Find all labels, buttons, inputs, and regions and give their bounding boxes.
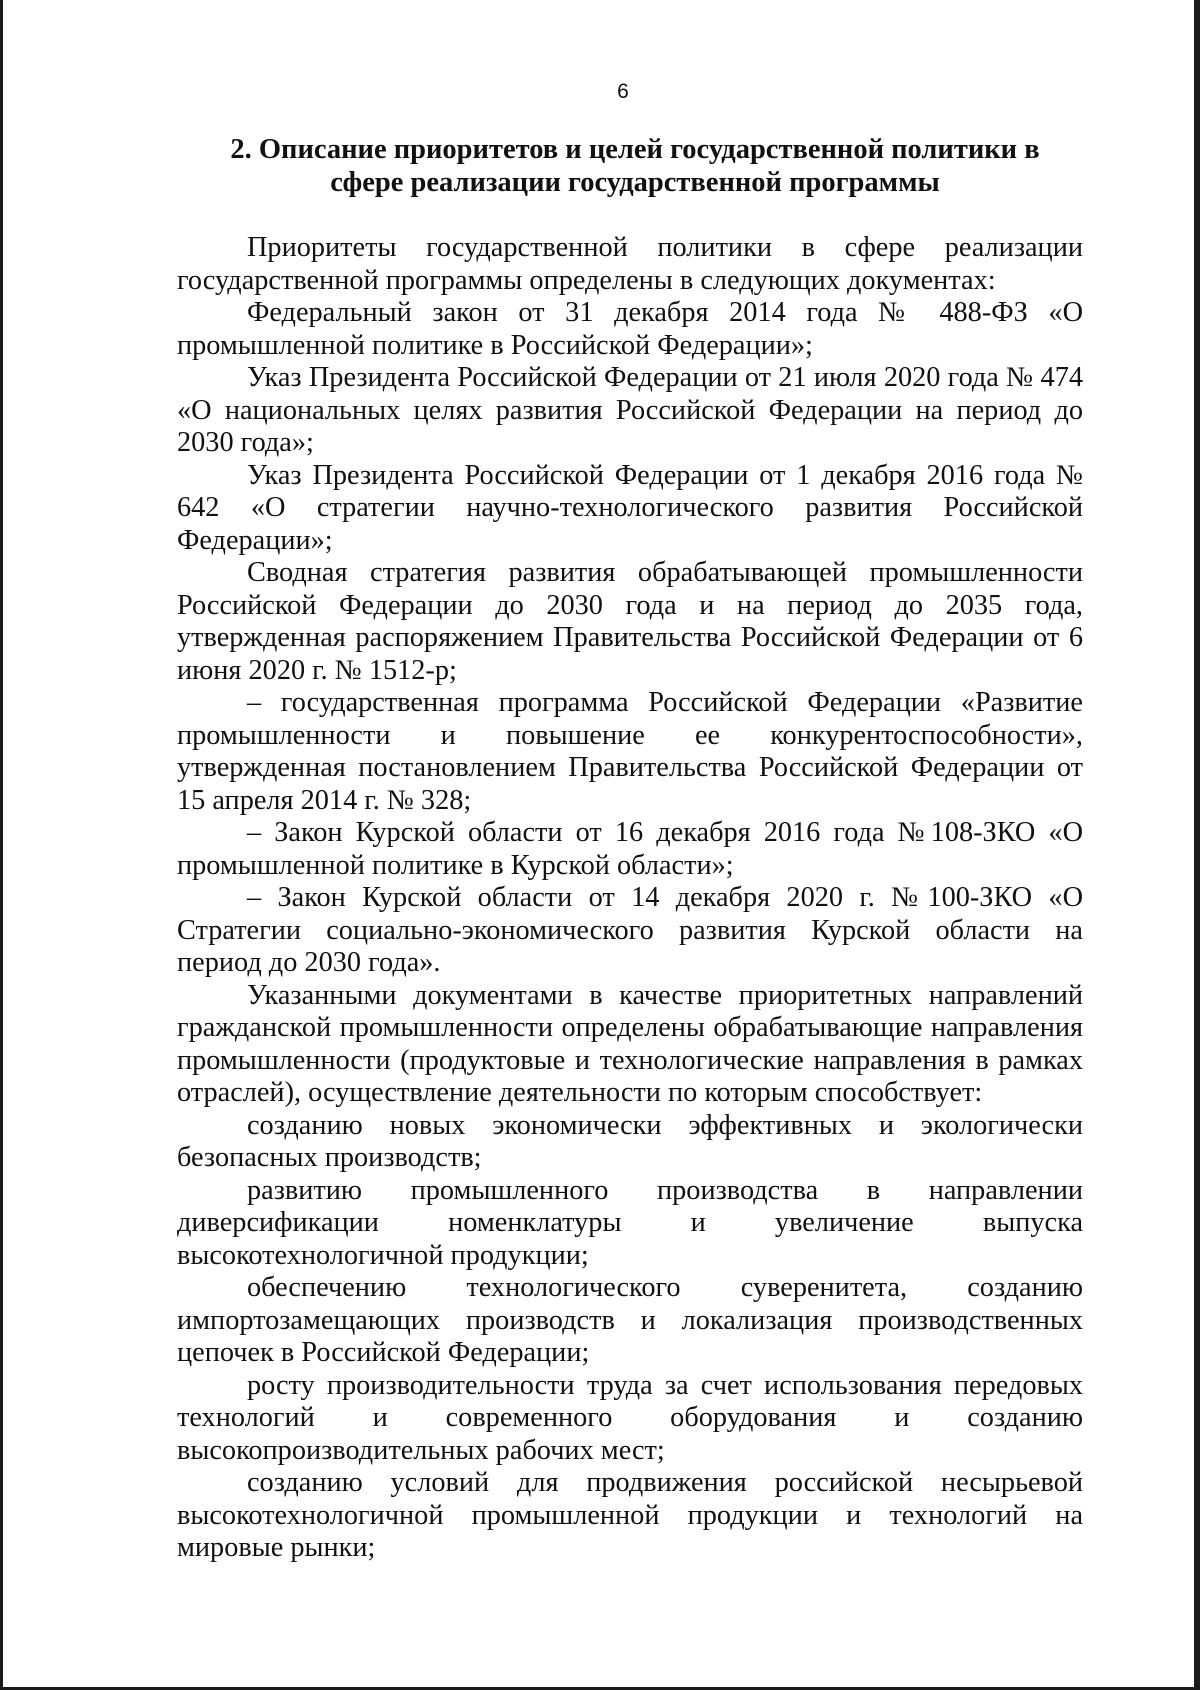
section-heading-line-1: 2. Описание приоритетов и целей государственной политики в <box>230 134 1040 165</box>
paragraph: – Закон Курской области от 16 декабря 2016 года №108-ЗКО «О промышленной политике в Курской области»; <box>177 817 1083 881</box>
paragraph: развитию промышленного производства в направлении диверсификации номенклатуры и увеличение выпуска высокотехнологичной продукции; <box>177 1174 1083 1271</box>
paragraph: – Закон Курской области от 14 декабря 2020 г. №100-ЗКО «О Стратегии социально-экономического развития Курской области на период до 2030 года». <box>177 882 1083 978</box>
page-number: 6 <box>617 80 629 103</box>
paragraph: Федеральный закон от 31 декабря 2014 года № 488-ФЗ «О промышленной политике в Российской Федерации»; <box>177 297 1083 361</box>
paragraph: созданию новых экономически эффективных и экологически безопасных производств; <box>177 1109 1083 1173</box>
paragraph: обеспечению технологического суверенитета, созданию импортозамещающих производств и локализация производственных цепочек в Российской Федерации; <box>177 1272 1083 1368</box>
paragraph: Сводная стратегия развития обрабатывающей промышленности Российской Федерации до 2030 года и на период до 2035 года, утвержденная распоряжением Правительства Российской Федерации от 6 июня 2020 г. № 1512-р; <box>177 557 1083 686</box>
section-heading <box>215 133 1055 199</box>
document-body <box>177 232 1083 1565</box>
paragraph: Указ Президента Российской Федерации от 1 декабря 2016 года № 642 «О стратегии научно-технологического развития Российской Федерации»; <box>177 459 1083 556</box>
paragraph: Указанными документами в качестве приоритетных направлений гражданской промышленности определены обрабатывающие направления промышленности (продуктовые и технологические направления в рамках отраслей), осуществление деятельности по которым способствует: <box>177 979 1083 1108</box>
paragraph: Приоритеты государственной политики в сфере реализации государственной программы определены в следующих документах: <box>177 232 1083 296</box>
section-heading-line-2: сфере реализации государственной программы <box>330 167 940 198</box>
paragraph: росту производительности труда за счет использования передовых технологий и современного оборудования и созданию высокопроизводительных рабочих мест; <box>177 1369 1083 1466</box>
paragraph: созданию условий для продвижения российской несырьевой высокотехнологичной промышленной продукции и технологий на мировые рынки; <box>177 1467 1083 1563</box>
paragraph: – государственная программа Российской Федерации «Развитие промышленности и повышение ее конкурентоспособности», утвержденная постановлением Правительства Российской Федерации от 15 апреля 2014 г. № 328; <box>177 687 1083 816</box>
paragraph: Указ Президента Российской Федерации от 21 июля 2020 года № 474 «О национальных целях развития Российской Федерации на период до 2030 года»; <box>177 362 1083 458</box>
